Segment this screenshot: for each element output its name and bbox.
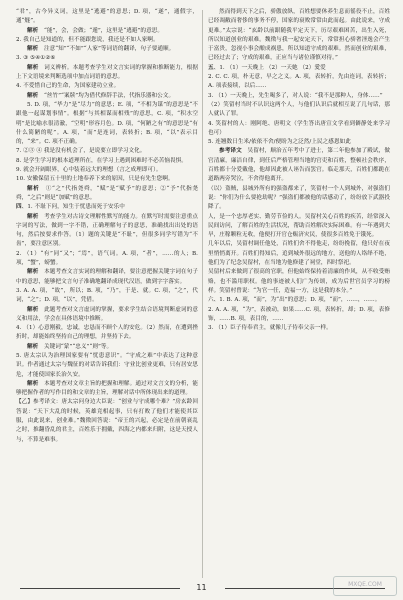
answer-paragraph — [16, 324, 198, 343]
answer-paragraph — [208, 306, 390, 325]
paragraph-text: 人，是一个忠厚老实、勤劳节俭的人。吴留村关心百姓的疾苦，经常深入民间访问，了解百姓的生活状况，帮助百姓解决实际困难。有一年遇到大旱，庄稼颗粒无收，他便打开官仓赈济灾民，使很多百姓免于饿死。 — [208, 213, 390, 239]
answer-paragraph — [208, 73, 390, 92]
section-number: 四 — [16, 204, 22, 211]
answer-paragraph — [208, 120, 390, 139]
answer-paragraph — [16, 8, 198, 27]
explanation-label: 解析 — [27, 185, 40, 192]
answer-paragraph — [16, 185, 198, 204]
paragraph-text: 5. D. 项，“毕力”是“尽力”的意思；E. 项，“不相为谋”的意思是“不跟他一起谋划事情”。根据“与其相谋而相残”的意思，C. 项，“积水空明”是比喻水很清澈，“空明”形容月色。D. 项，“何陋之有”的意思是“有什么简陋的呢”。A. 项，“而”是连词，表转折；B. 项，“以”表示目的，“来”。C. 项不正确。 — [16, 101, 198, 146]
answer-paragraph — [16, 157, 198, 166]
answer-paragraph — [16, 306, 198, 325]
answer-paragraph — [16, 92, 198, 101]
paragraph-text: 3. （1）臣子侍奉君主，就像儿子侍奉父亲一样。 — [208, 325, 332, 332]
explanation-label: 解析 — [27, 269, 39, 276]
paragraph-text: 5. 连翘数日生米/依依不舍/便盼为之泛然/上民之感恩如此 — [208, 139, 351, 146]
explanation-label: 解析 — [27, 64, 39, 71]
answer-paragraph — [208, 8, 390, 64]
answer-paragraph — [16, 36, 198, 45]
paragraph-text: 4. （1）心意刚毅，忠诚，忠恳而不顾个人的安危。（2）然而，在遭到挫折时，却能始终坚持自己的理想，并坚持下去。 — [16, 325, 198, 341]
answer-paragraph — [208, 296, 390, 305]
paragraph-text: 10. 安徽保留五十里的土地奉养下来的原因，只是有先生您啊。 — [16, 176, 174, 183]
paragraph-text: 吴留村后来做到了很高的官职，但他始终保持着清廉的作风，从不收受贿赂，也不滥用职权。他的事迹被人们广为传颂，成为后世官员学习的榜样。笑留村曾说：“为官一任，造福一方，这是我的本分。” — [208, 269, 390, 294]
answer-paragraph — [16, 250, 198, 269]
paragraph-text: 4. 笑留村的人：刚阿绝、唐明文（学生答出唐宣文学看到僻静处来学习也可） — [208, 120, 390, 136]
paragraph-text: 几年以后，吴留村调任他处，百姓们舍不得他走，纷纷挽留，他只好在夜里悄悄离开。百姓们得知后，追到城外很远的地方，送他的人络绎不绝，他们为了纪念吴留村，在当地为他修建了祠堂，四时祭祀。 — [208, 241, 390, 267]
explanation-label: 参考译文 — [219, 148, 242, 155]
paragraph-text: 1. （1）一天晚上 （2）一天她 （2）愛爱 — [219, 64, 326, 71]
paragraph-text: 本题考查对文章主旨的把握和理解。通过对文言文的分析，能够把握作者的写作目的和文章的主旨，理解对话中所体现出来的道理。 — [16, 380, 198, 397]
explanation-label: 解析 — [27, 306, 39, 313]
paragraph-text: 3. ③ ⑤④①②⑥ — [16, 55, 56, 62]
paragraph-text: 5. 唐太宗认为治理国家要有“忧患意识”。“守成之难”中表达了这种意识。作者通过太宗与魏征的对话告诉我们：守业比创业更难，只有居安思危，才能使国家长治久安。 — [16, 352, 198, 378]
answer-paragraph — [208, 147, 390, 184]
explanation-label: 解析 — [27, 27, 39, 34]
paragraph-text: 2. 我自己是知道的，但不能跟您说，我还是不如人家啊。 — [16, 36, 159, 43]
paragraph-text: ①“之”代指尧舜，“赋”是“赋予”的意思；②“予”代指尧舜，“之后”则是“加赋”的意思。 — [16, 185, 198, 201]
paragraph-text: 3. A. A. 项，“故”，所以；B. 项，“乃”，于是、就。C. 项，“之”，代词，“之”；D. 项，“以”，凭借。 — [16, 287, 198, 304]
answer-paragraph — [208, 185, 390, 213]
answer-paragraph — [208, 240, 390, 268]
paragraph-text: 8. 是学生学习的根本道理所在，在学习上遇到困难时不必苦恼畏惧。 — [16, 157, 187, 164]
answer-paragraph — [16, 64, 198, 83]
answer-paragraph — [16, 352, 198, 380]
paragraph-text: “能”，会，会做；“遁”，这里是“逃避”的意思。 — [43, 27, 163, 34]
answer-paragraph — [16, 175, 198, 184]
answer-paragraph — [16, 213, 198, 250]
explanation-label: 解析 — [27, 46, 39, 53]
paragraph-text: 2. （1）“有”同“又”；“焉”，语气词。A. 项，“者”，……的人；B. 项，“蟹”，螃蟹。 — [16, 250, 198, 267]
explanation-label: 解析 — [27, 213, 39, 220]
answer-paragraph — [16, 343, 198, 352]
paragraph-text: 2. A. A. 项，“为”，表被动，如果……C. 项，表转折，却；D. 项，表修饰，……B. 项，表目的，…… — [208, 306, 390, 322]
explanation-label: 解析 — [27, 380, 39, 387]
paragraph-text: 考查学生对古诗文理解性默写的能力。在默写时需要注意重点字词的写法，做到一字不错，正确理解句子的意思，准确找出出处的语句，然后按要求作答。（1）题的关键是“不耻”，但很多同学写错为“不齿”，要注意区别。 — [16, 213, 198, 248]
answer-paragraph — [208, 138, 390, 147]
paragraph-text: 9. 就会开阔眼界，心中装着远大的理想（言之成理即可）。 — [16, 167, 162, 174]
column-divider — [202, 10, 203, 578]
paragraph-text: 【乙】参考译文：唐太宗问身边大臣说：“创业与守成哪个难？”房玄龄回答说：“天下大乱的时候，英雄竞相起事，只有打败了他们才能使其臣服，由此说来，创业难。”魏徵回答说：“帝王的兴起，必定是在前朝衰乱之时，推翻昏乱的君主，百姓乐于拥戴，四海之内都来归附，这是天授人与，不算是难事。 — [16, 399, 198, 443]
answer-paragraph — [16, 166, 198, 175]
answer-paragraph — [16, 27, 198, 36]
answer-paragraph — [208, 101, 390, 120]
answer-paragraph — [16, 101, 198, 147]
answer-paragraph — [16, 82, 198, 91]
paragraph-text: 此题考查对文言虚词的掌握，要求学生结合语境判断虚词的意义和用法，学会在具体语境中推断。 — [16, 306, 198, 322]
answer-paragraph: 四、1. 不耻下问，知生于忧患而死于安乐中 — [16, 204, 125, 211]
paragraph-text: 2. C. C. 项，朴无意，早之之义。A. 项，表转折，先由连词，表转折；A. 项表接续，以后…… — [208, 74, 390, 90]
page-number: 11 — [196, 583, 207, 592]
paragraph-text: 词义辨析。本题考查学生对文言实词的掌握和推断能力，根据上下文语境来判断选项中加点词语的意思。 — [16, 64, 198, 81]
answer-paragraph — [208, 324, 390, 333]
paragraph-text: 4. 不爱惜自己的生命，为国家建功立业。 — [16, 83, 120, 90]
paragraph-text: 本题考查文言实词的理解和翻译，要注意把握关键字词在句子中的意思，能够把文言句子准确地翻译成现代汉语，做到字字落实。 — [16, 269, 198, 285]
answer-paragraph — [16, 147, 198, 156]
paragraph-text: 关键词“蒙”“忠义”“则”等。 — [43, 343, 113, 350]
paragraph-text: “丝竹”“案牍”均为借代修辞手法，代指乐器和公文。 — [43, 92, 175, 99]
left-column — [16, 8, 198, 580]
answer-paragraph — [16, 268, 198, 287]
paragraph-text: （以）盗贼，县城外所有的强盗都来了，笑留村一个人到城外，对强盗们说：“你们为什么要抢劫呢？”强盗们都被他的话感动了，纷纷放下武器投降了。 — [208, 185, 390, 211]
section-number: 五 — [208, 64, 214, 71]
watermark-logo: MXQE.COM — [333, 576, 397, 596]
explanation-label: 解析 — [27, 92, 39, 99]
paragraph-text: 吴留村，顺治五年考中了进士，第二年他参加了殿试，做官清廉，廉洁自律，到任后严格管理当地的官吏和百姓，整顿社会秩序，百姓都十分爱戴他，他却因此被人诬告而罢官。临走那天，百姓们都跪在道路两旁哭泣，不舍得他离开。 — [208, 148, 390, 183]
answer-paragraph — [16, 287, 198, 306]
paragraph-text: 1. 不耻下问，知生于忧患而死于安乐中 — [27, 204, 125, 211]
paragraph-text: 注意“知”“不如”“人家”等词语的翻译，句子要通顺。 — [43, 46, 175, 53]
paragraph-text: “君”，古今异义词，这里是“逃避”的意思；D. 项，“遂”，通假字，通“燧”。 — [16, 9, 198, 25]
answer-paragraph — [16, 380, 198, 399]
right-column — [208, 8, 390, 580]
paragraph-text: 然而得到天下之后，骄傲放纵，百姓想要休养生息而徭役不止，百姓已经凋敝而奢侈的事务不停，国家的衰败常常由此而起。由此说来，守成更难。”太宗说：“玄龄以前跟随我平定天下，历尽艰难困苦，出生入死，所以知道创业的艰难。魏徵与我一起安定天下，常常担心骄奢淫逸会产生于富贵，忽视小事会酿成祸患，所以知道守成的艰难。然而创业的艰难，已经过去了；守成的艰难，正应当与诸位谨慎对待。” — [208, 9, 390, 62]
answer-paragraph: 五、1. （1）一天晚上 （2）一天她 （2）愛爱 — [208, 64, 326, 71]
paragraph-text: 7. ②③ ④ 我是没有机会了，是说要立即学习文化。 — [16, 148, 146, 155]
answer-paragraph — [16, 45, 198, 54]
paragraph-text: （2）笑留村当时不认识这两个人，与他们认识后就相互说了几句话，那人就认了罪。 — [208, 101, 390, 118]
explanation-label: 解析 — [27, 343, 39, 350]
answer-paragraph — [16, 54, 198, 63]
paragraph-text: 3. （1）一天晚上，先生喝多了，对人说：“我不是那种人，身体……” — [208, 92, 383, 99]
answer-paragraph — [16, 398, 198, 444]
answer-paragraph — [208, 92, 390, 101]
answer-paragraph — [208, 268, 390, 296]
paragraph-text: 六、1. B. A. 项，“而”，为“出”的意思；D. 项，“而”，……，……。 — [208, 297, 381, 304]
answer-paragraph — [208, 213, 390, 241]
